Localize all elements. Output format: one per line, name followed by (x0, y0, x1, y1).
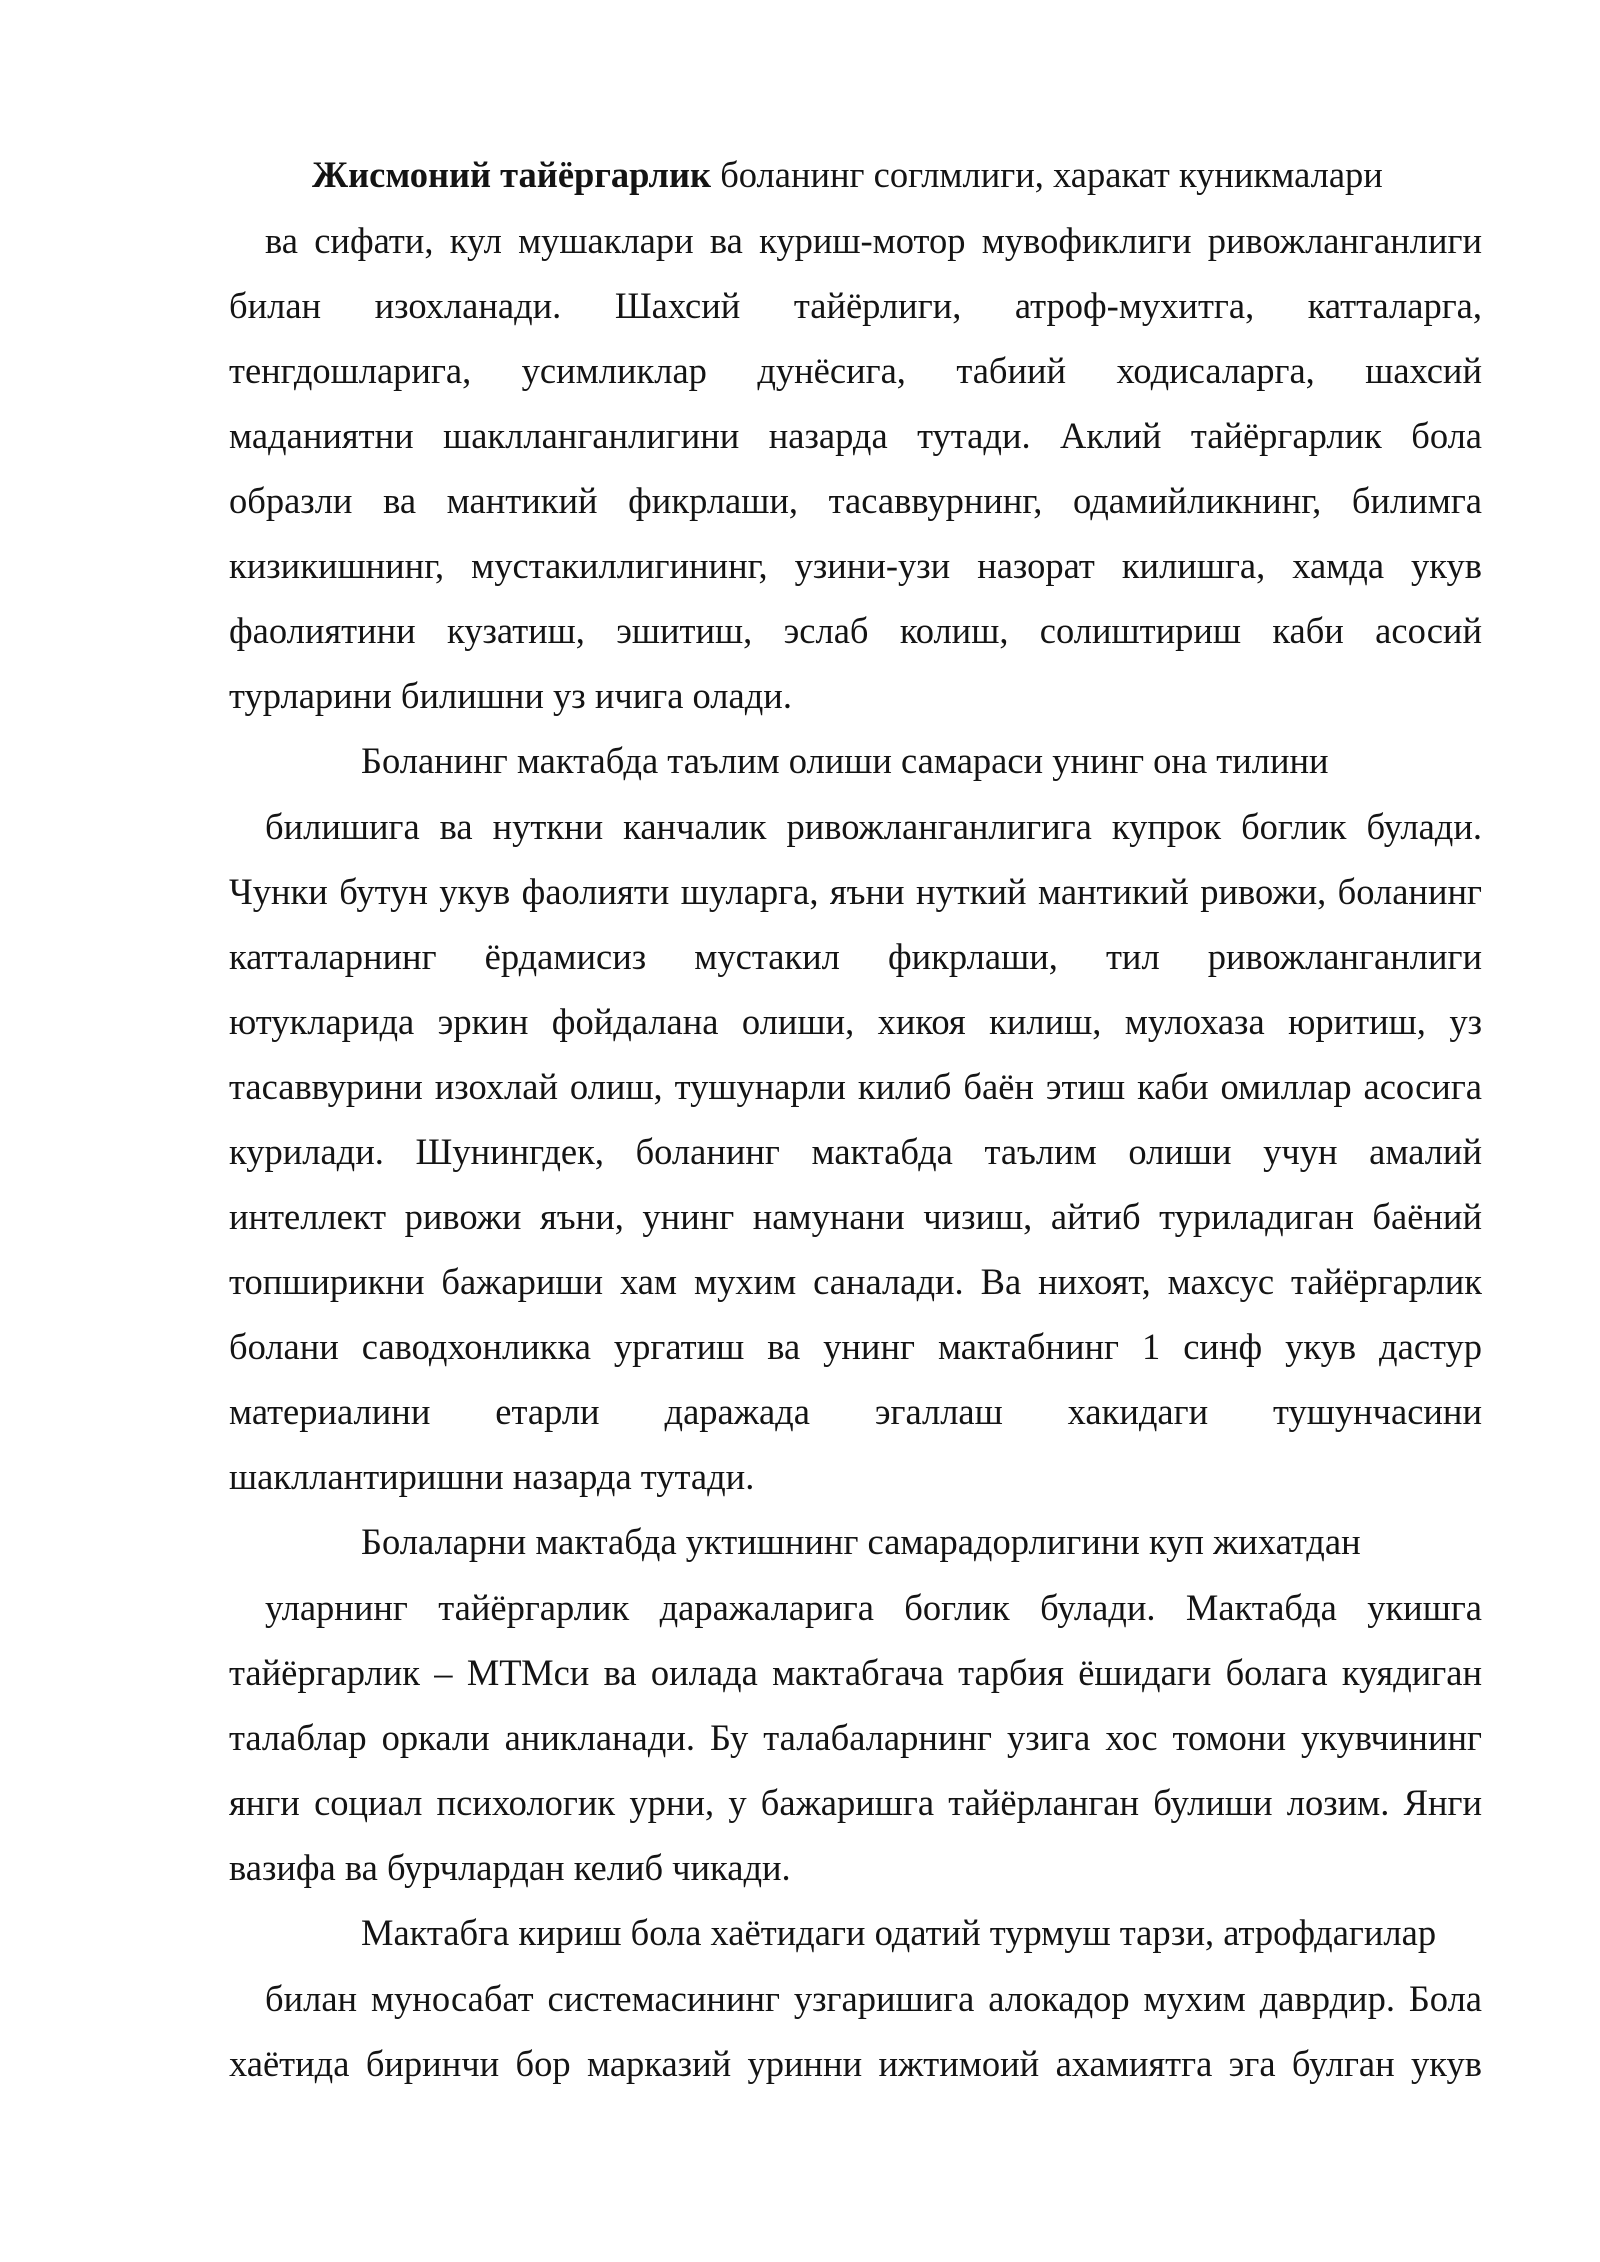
paragraph-4-line-3: хаётида биринчи бор марказий уринни ижтимоий ахамиятга эга булган укув (229, 2043, 1482, 2084)
paragraph-2-line-5: ютукларида эркин фойдалана олиши, хикоя килиш, мулохаза юритиш, уз (229, 1001, 1482, 1042)
paragraph-3-line-5: янги социал психологик урни, у бажаришга тайёрланган булиши лозим. Янги (229, 1782, 1482, 1823)
paragraph-2-line-3: Чунки бутун укув фаолияти шуларга, яъни нуткий мантикий ривожи, боланинг (229, 871, 1482, 912)
paragraph-1-line-9: турларини билишни уз ичига олади. (229, 675, 792, 716)
paragraph-3-line-2: уларнинг тайёргарлик даражаларига боглик булади. Мактабда укишга (265, 1587, 1482, 1628)
paragraph-2-line-7: курилади. Шунингдек, боланинг мактабда таълим олиши учун амалий (229, 1131, 1482, 1172)
paragraph-2-line-10: болани саводхонликка ургатиш ва унинг мактабнинг 1 синф укув дастур (229, 1326, 1482, 1367)
paragraph-3-line-1: Болаларни мактабда уктишнинг самарадорлигини куп жихатдан (361, 1521, 1361, 1562)
paragraph-2-line-4: катталарнинг ёрдамисиз мустакил фикрлаши, тил ривожланганлиги (229, 936, 1482, 977)
paragraph-4-line-2: билан муносабат системасининг узгаришига алокадор мухим даврдир. Бола (265, 1978, 1482, 2019)
paragraph-1-line-3: билан изохланади. Шахсий тайёрлиги, атроф-мухитга, катталарга, (229, 285, 1482, 326)
paragraph-1-line-6: образли ва мантикий фикрлаши, тасаввурнинг, одамийликнинг, билимга (229, 480, 1482, 521)
paragraph-4-line-1: Мактабга кириш бола хаётидаги одатий турмуш тарзи, атрофдагилар (361, 1912, 1437, 1953)
paragraph-1-line-2: ва сифати, кул мушаклари ва куриш-мотор мувофиклиги ривожланганлиги (265, 220, 1482, 261)
paragraph-2-line-9: топширикни бажариши хам мухим саналади. Ва нихоят, махсус тайёргарлик (229, 1261, 1482, 1302)
paragraph-3-line-6: вазифа ва бурчлардан келиб чикади. (229, 1847, 791, 1888)
paragraph-1-line-1-rest: боланинг соглмлиги, харакат куникмалари (711, 154, 1383, 195)
paragraph-3-line-3: тайёргарлик – МТМси ва оилада мактабгача тарбия ёшидаги болага куядиган (229, 1652, 1482, 1693)
paragraph-3-line-4: талаблар оркали аникланади. Бу талабаларнинг узига хос томони укувчининг (229, 1717, 1482, 1758)
paragraph-2-line-2: билишига ва нуткни канчалик ривожланганлигига купрок боглик булади. (265, 806, 1482, 847)
paragraph-2-line-6: тасаввурини изохлай олиш, тушунарли килиб баён этиш каби омиллар асосига (229, 1066, 1482, 1107)
paragraph-1-line-5: маданиятни шаклланганлигини назарда тутади. Аклий тайёргарлик бола (229, 415, 1482, 456)
paragraph-1-line-7: кизикишнинг, мустакиллигининг, узини-узи назорат килишга, хамда укув (229, 545, 1482, 586)
bold-term: Жисмоний тайёргарлик (312, 154, 712, 195)
paragraph-1-line-4: тенгдошларига, усимликлар дунёсига, табиий ходисаларга, шахсий (229, 350, 1482, 391)
paragraph-2-line-1: Боланинг мактабда таълим олиши самараси унинг она тилини (361, 740, 1329, 781)
paragraph-1-line-8: фаолиятини кузатиш, эшитиш, эслаб колиш, солиштириш каби асосий (229, 610, 1482, 651)
paragraph-2-line-8: интеллект ривожи яъни, унинг намунани чизиш, айтиб туриладиган баёний (229, 1196, 1482, 1237)
paragraph-2-line-12: шакллантиришни назарда тутади. (229, 1456, 755, 1497)
paragraph-1-line-1 (312, 142, 1482, 208)
paragraph-2-line-11: материалини етарли даражада эгаллаш хакидаги тушунчасини (229, 1391, 1482, 1432)
